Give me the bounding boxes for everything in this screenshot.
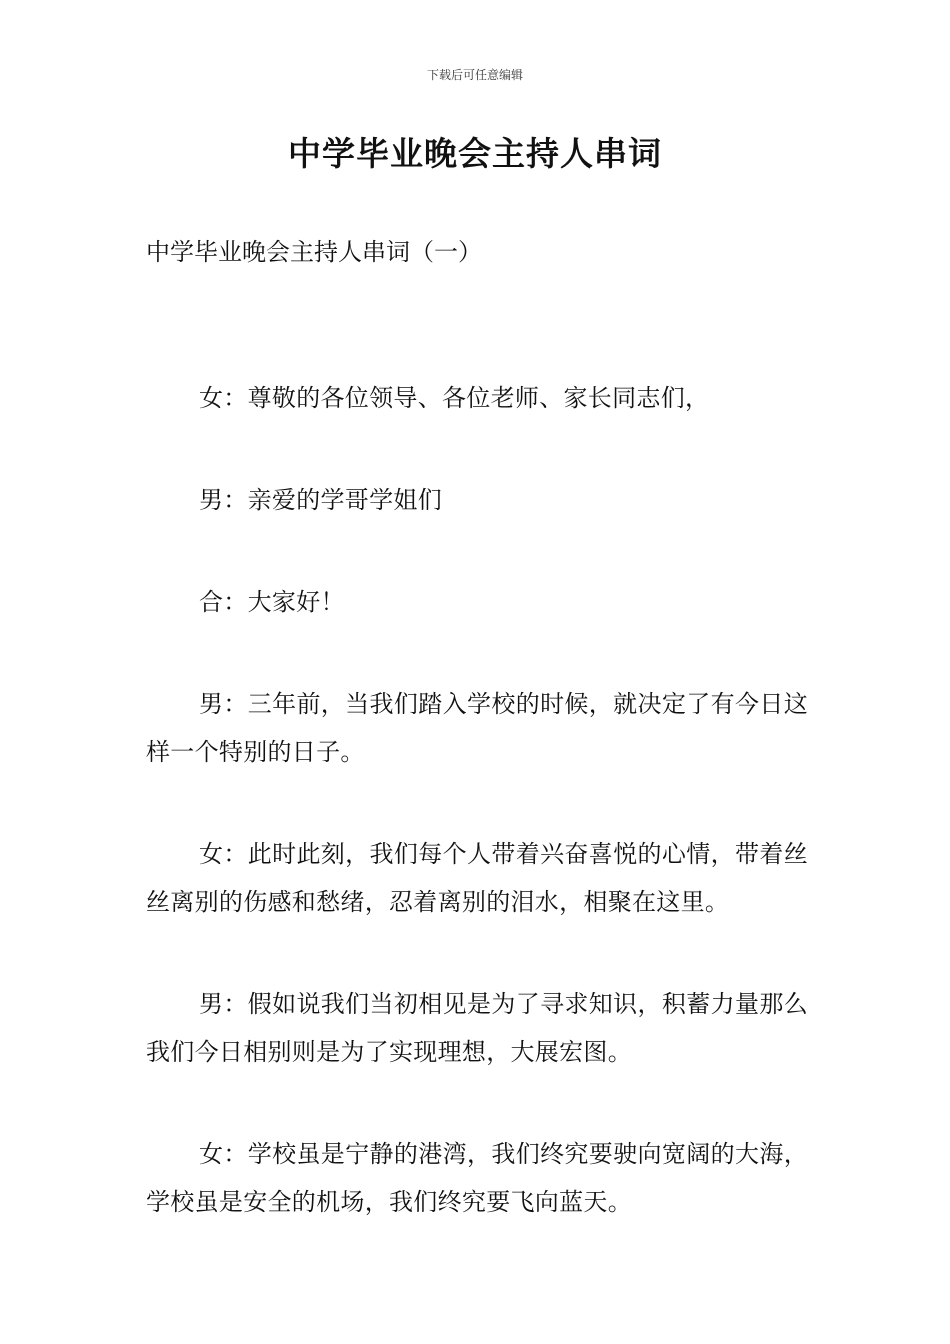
section-heading: 中学毕业晚会主持人串词（一） [146,238,482,266]
paragraph: 男：亲爱的学哥学姐们 [199,486,442,514]
paragraph: 女：此时此刻，我们每个人带着兴奋喜悦的心情，带着丝丝离别的伤感和愁绪，忍着离别的泪水，相聚在这里。 [146,840,808,916]
paragraph: 女：尊敬的各位领导、各位老师、家长同志们， [199,384,710,412]
header-note: 下载后可任意编辑 [426,68,523,82]
paragraph: 男：假如说我们当初相见是为了寻求知识，积蓄力量那么我们今日相别则是为了实现理想，大展宏图。 [146,990,808,1066]
paragraph: 合：大家好！ [199,588,345,616]
document-body [146,374,808,1280]
paragraph: 男：三年前，当我们踏入学校的时候，就决定了有今日这样一个特别的日子。 [146,690,808,766]
paragraph: 女：学校虽是宁静的港湾，我们终究要驶向宽阔的大海，学校虽是安全的机场，我们终究要飞向蓝天。 [146,1140,808,1216]
document-title: 中学毕业晚会主持人串词 [288,134,662,173]
